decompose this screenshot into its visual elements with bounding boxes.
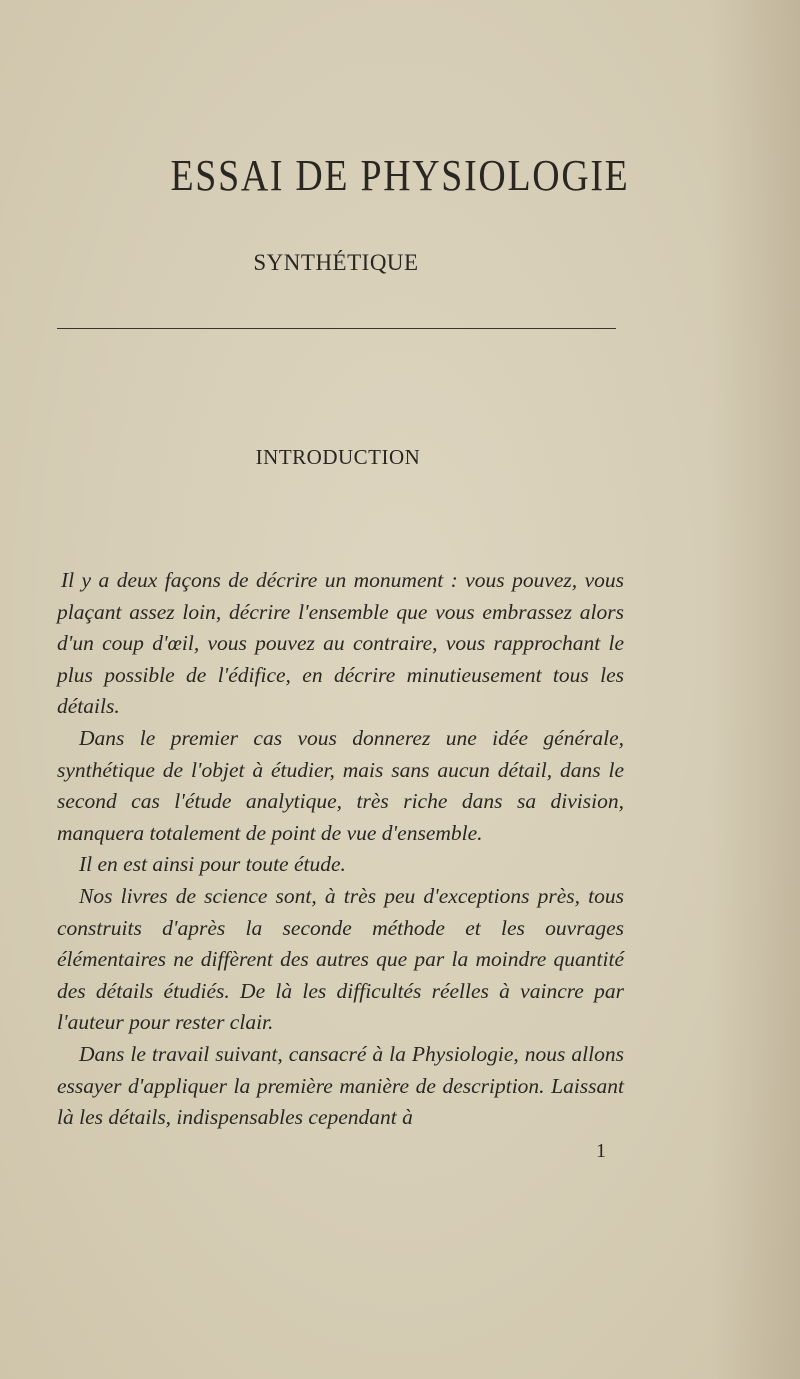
page-number: 1 [596,1140,606,1162]
paragraph: Dans le travail suivant, cansacré à la Physiologie, nous allons essayer d'appliquer la première manière de description. Laissant là les détails, indispensables cependant à [57,1041,624,1130]
page-subtitle: SYNTHÉTIQUE [253,250,419,275]
section-heading: INTRODUCTION [255,445,421,469]
page-edge-shadow [710,0,800,1379]
body-text [57,565,624,1134]
paragraph: Il en est ainsi pour toute étude. [79,852,346,877]
page-title: ESSAI DE PHYSIOLOGIE [170,151,630,200]
paragraph: Dans le premier cas vous donnerez une idée générale, synthétique de l'objet à étudier, mais sans aucun détail, dans le second cas l'étude analytique, très riche dans sa division, manquera totalement de point de vue d'ensemble. [57,725,624,845]
horizontal-rule [57,328,616,329]
paragraph: Nos livres de science sont, à très peu d'exceptions près, tous construits d'après la seconde méthode et les ouvrages élémentaires ne diffèrent des autres que par la moindre quantité des détails étudiés. De là les difficultés réelles à vaincre par l'auteur pour rester clair. [57,883,624,1035]
paragraph: Il y a deux façons de décrire un monument : vous pouvez, vous plaçant assez loin, décrire l'ensemble que vous embrassez alors d'un coup d'œil, vous pouvez au contraire, vous rapprochant le plus possible de l'édifice, en décrire minutieusement tous les détails. [57,568,624,719]
